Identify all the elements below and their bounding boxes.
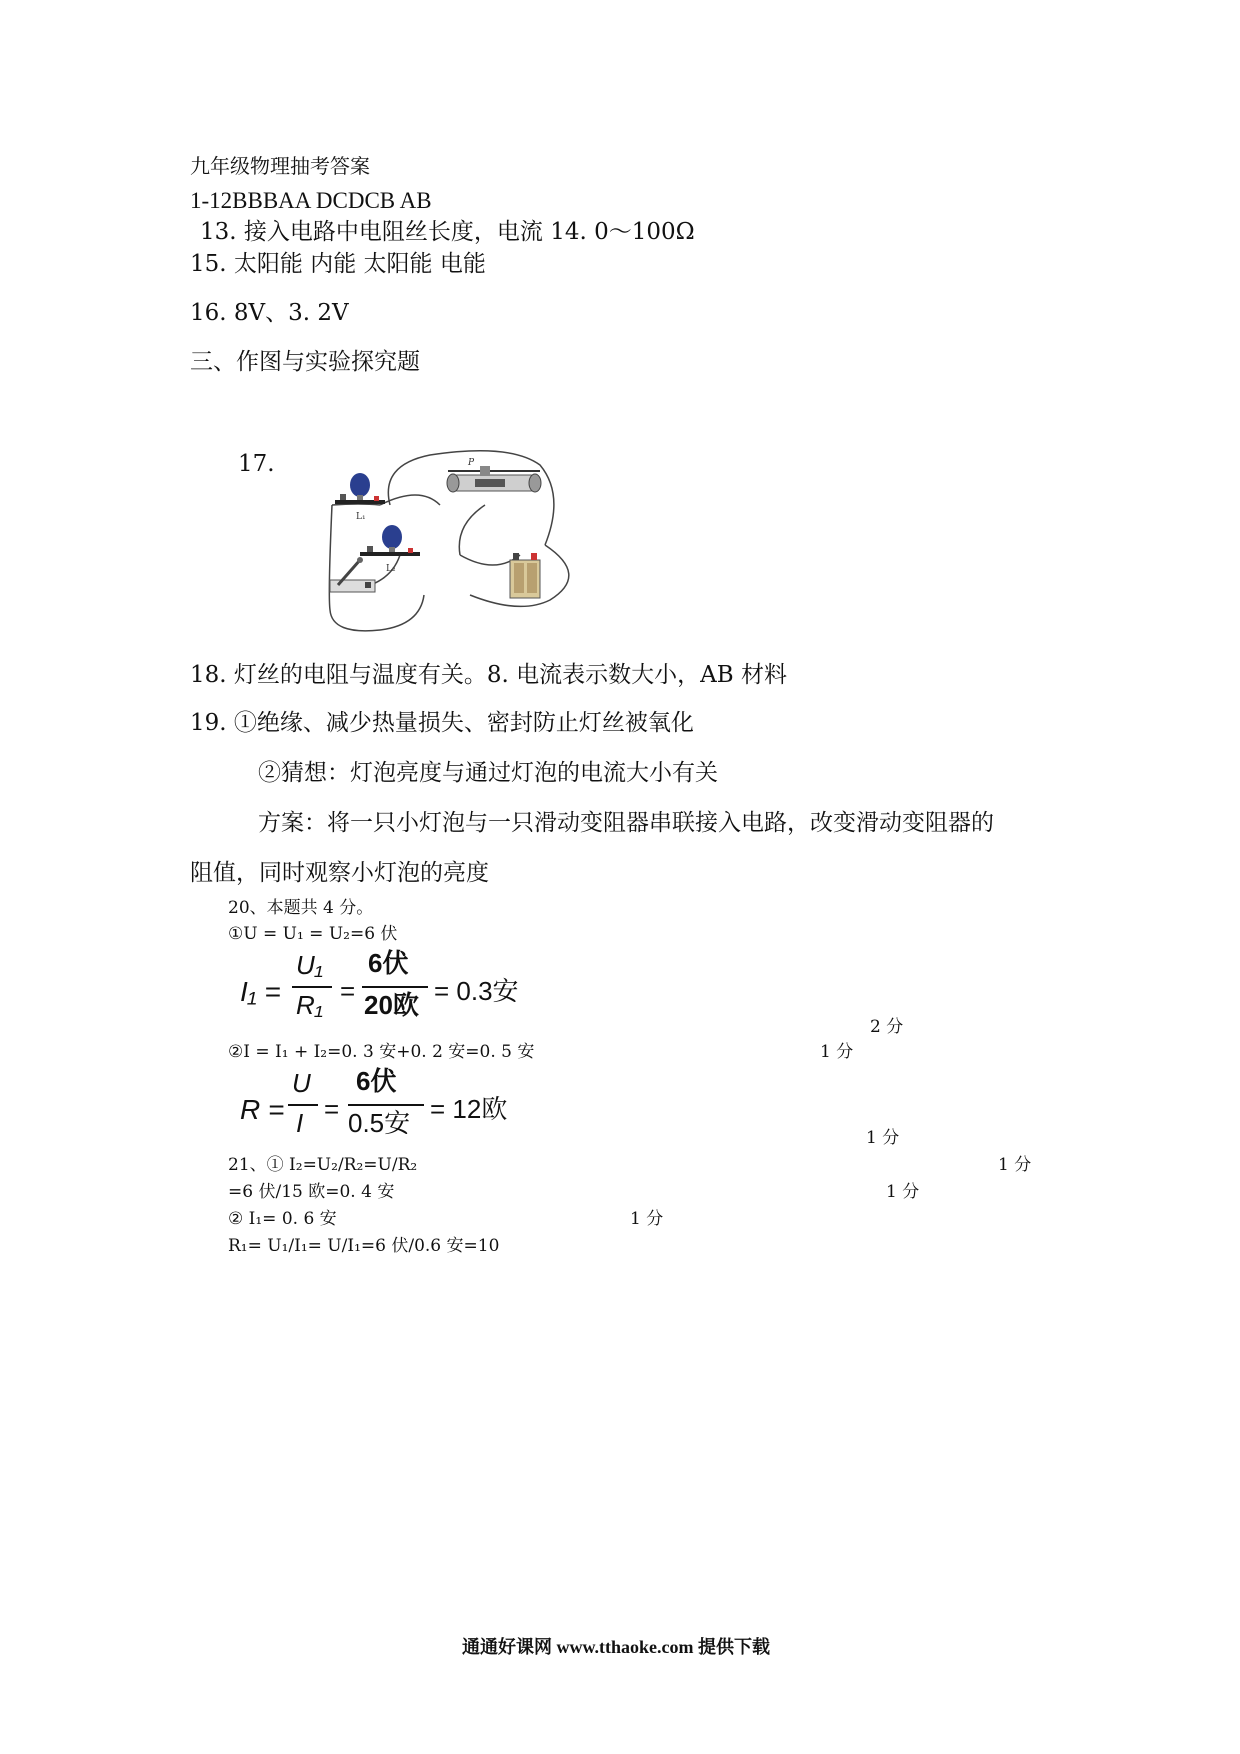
- score-21-1: 1 分: [998, 1155, 1032, 1175]
- answer-21-step2: ② I₁= 0. 6 安: [228, 1209, 337, 1229]
- formula-r-num2: 6伏: [356, 1066, 397, 1096]
- fraction-bar: [292, 986, 332, 988]
- answer-21-step1: 21、① I₂=U₂/R₂=U/R₂: [228, 1155, 418, 1175]
- footer-source: 通通好课网 www.tthaoke.com 提供下载: [462, 1637, 770, 1657]
- wire: [329, 505, 424, 631]
- battery-icon: [510, 553, 540, 598]
- fraction-bar: [288, 1104, 318, 1106]
- formula-r-lhs: R =: [240, 1094, 285, 1125]
- formula-i1-den1: R₁: [296, 990, 323, 1020]
- score-20-3: 1 分: [866, 1128, 900, 1148]
- answer-19-part2: ②猜想：灯泡亮度与通过灯泡的电流大小有关: [258, 760, 718, 786]
- lamp-l2-label: L₂: [386, 564, 396, 574]
- lamp-l2-icon: [360, 525, 420, 556]
- answer-19-part1: 19. ①绝缘、减少热量损失、密封防止灯丝被氧化: [190, 710, 694, 736]
- fraction-bar: [362, 986, 428, 988]
- answers-13-14: 13. 接入电路中电阻丝长度，电流 14. 0～100Ω: [200, 219, 695, 245]
- formula-i1-result: = 0.3安: [434, 976, 519, 1006]
- answer-16: 16. 8V、3. 2V: [190, 300, 349, 326]
- answer-20-step2: ②I = I₁ + I₂=0. 3 安+0. 2 安=0. 5 安: [228, 1042, 535, 1062]
- answer-20-heading: 20、本题共 4 分。: [228, 898, 374, 918]
- formula-r-num1: U: [292, 1068, 311, 1098]
- circuit-diagram: [320, 445, 580, 645]
- score-21-2: 1 分: [886, 1182, 920, 1202]
- answer-20-step1: ①U = U₁ = U₂=6 伏: [228, 924, 398, 944]
- formula-i1-den2: 20欧: [364, 990, 419, 1020]
- doc-title: 九年级物理抽考答案: [190, 154, 370, 178]
- question-17-label: 17.: [238, 451, 275, 477]
- answer-18: 18. 灯丝的电阻与温度有关。8. 电流表示数大小，AB 材料: [190, 662, 787, 688]
- score-21-3: 1 分: [630, 1209, 664, 1229]
- formula-r-eq: =: [324, 1094, 340, 1124]
- formula-i1-eq: =: [340, 976, 356, 1006]
- formula-r-den2: 0.5安: [348, 1108, 411, 1138]
- wire: [459, 505, 485, 555]
- score-20-1: 2 分: [870, 1017, 904, 1037]
- formula-i1-num1: U₁: [296, 950, 323, 980]
- switch-icon: [330, 557, 375, 592]
- answers-1-12: 1-12BBBAA DCDCB AB: [190, 188, 432, 213]
- answer-21-step1-cont: =6 伏/15 欧=0. 4 安: [228, 1182, 395, 1202]
- rheostat-slider-label: P: [468, 458, 475, 468]
- wire: [332, 504, 380, 505]
- lamp-l1-icon: [335, 473, 385, 504]
- answer-15: 15. 太阳能 内能 太阳能 电能: [190, 251, 486, 277]
- formula-i1-lhs: I₁ =: [240, 976, 281, 1007]
- score-20-2: 1 分: [820, 1042, 854, 1062]
- formula-r: [240, 1068, 520, 1148]
- formula-r-den1: I: [296, 1108, 304, 1138]
- rheostat-icon: [447, 466, 541, 492]
- answer-19-plan: 方案：将一只小灯泡与一只滑动变阻器串联接入电路，改变滑动变阻器的: [258, 810, 994, 836]
- answer-21-step2-cont: R₁= U₁/I₁= U/I₁=6 伏/0.6 安=10: [228, 1236, 500, 1256]
- answer-19-plan-cont: 阻值，同时观察小灯泡的亮度: [190, 860, 489, 886]
- lamp-l1-label: L₁: [356, 512, 366, 522]
- fraction-bar: [348, 1104, 424, 1106]
- section-3-heading: 三、作图与实验探究题: [190, 349, 420, 375]
- formula-r-result: = 12欧: [430, 1094, 508, 1124]
- formula-i1-num2: 6伏: [368, 948, 409, 978]
- formula-i1: [240, 950, 520, 1030]
